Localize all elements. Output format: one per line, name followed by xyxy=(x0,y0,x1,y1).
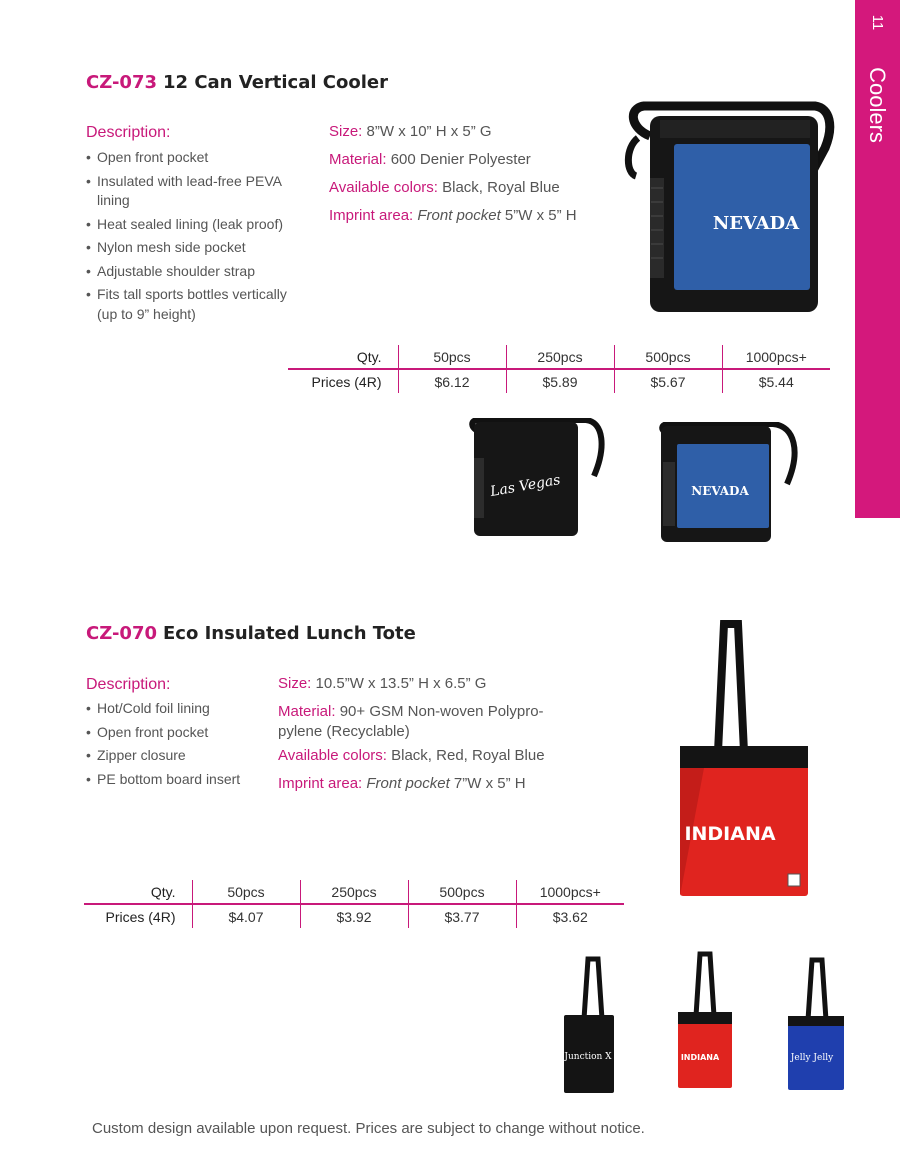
product-title xyxy=(86,72,388,93)
spec-size: Size: 10.5”W x 13.5” H x 6.5” G xyxy=(278,675,487,692)
description-list xyxy=(86,148,296,328)
price-cell: $3.62 xyxy=(516,904,624,928)
tote-image-blue xyxy=(786,956,848,1092)
price-cell: $3.77 xyxy=(408,904,516,928)
spec-imprint: Imprint area: Front pocket 5”W x 5” H xyxy=(329,207,577,224)
imprint-text: NEVADA xyxy=(712,213,800,234)
spec-size: Size: 8”W x 10” H x 5” G xyxy=(329,123,492,140)
price-cell: $5.67 xyxy=(614,369,722,393)
qty-cell: 500pcs xyxy=(614,345,722,369)
price-label: Prices (4R) xyxy=(105,908,176,925)
imprint-text: INDIANA xyxy=(680,1053,720,1062)
section-tab xyxy=(855,0,900,518)
list-item: • Open front pocket xyxy=(86,723,266,743)
tote-image-main xyxy=(676,618,810,900)
price-table xyxy=(288,345,830,393)
list-item: • Open front pocket xyxy=(86,148,296,168)
product-title xyxy=(86,623,416,644)
spec-colors: Available colors: Black, Red, Royal Blue xyxy=(278,747,545,764)
qty-label: Qty. xyxy=(84,880,192,904)
tote-image-black xyxy=(562,955,616,1095)
imprint-text: Junction X xyxy=(564,1052,612,1062)
list-item: • Heat sealed lining (leak proof) xyxy=(86,215,296,235)
description-heading: Description: xyxy=(86,676,171,693)
list-item: • Hot/Cold foil lining xyxy=(86,699,266,719)
product-code: CZ-073 xyxy=(86,72,157,93)
list-item: • PE bottom board insert xyxy=(86,770,266,790)
spec-material: Material: 90+ GSM Non-woven Polypro-pylene (Recyclable) xyxy=(278,703,544,740)
price-cell: $3.92 xyxy=(300,904,408,928)
spec-material: Material: 600 Denier Polyester xyxy=(329,151,531,168)
price-cell: $5.89 xyxy=(506,369,614,393)
qty-cell: 500pcs xyxy=(408,880,516,904)
cooler-image-main xyxy=(620,98,845,320)
list-item: • Nylon mesh side pocket xyxy=(86,238,296,258)
price-label: Prices (4R) xyxy=(311,373,382,390)
description-list xyxy=(86,699,266,793)
product-name: 12 Can Vertical Cooler xyxy=(163,72,389,93)
product-name: Eco Insulated Lunch Tote xyxy=(163,623,416,644)
spec-list xyxy=(278,670,578,798)
cooler-image-blue xyxy=(655,422,803,546)
qty-cell: 250pcs xyxy=(506,345,614,369)
description-heading: Description: xyxy=(86,124,171,141)
section-label: Coolers xyxy=(865,67,890,143)
price-row xyxy=(84,904,624,928)
imprint-text: NEVADA xyxy=(691,484,749,498)
product-code: CZ-070 xyxy=(86,623,157,644)
tote-image-red xyxy=(676,950,734,1090)
price-table xyxy=(84,880,624,928)
footer-note: Custom design available upon request. Prices are subject to change without notice. xyxy=(92,1120,645,1137)
spec-list xyxy=(329,118,619,230)
list-item: • Fits tall sports bottles vertically (up to 9” height) xyxy=(86,285,296,324)
price-row xyxy=(288,369,830,393)
price-cell: $6.12 xyxy=(398,369,506,393)
qty-row xyxy=(288,345,830,369)
price-cell: $4.07 xyxy=(192,904,300,928)
qty-cell: 1000pcs+ xyxy=(516,880,624,904)
qty-cell: 50pcs xyxy=(192,880,300,904)
qty-cell: 50pcs xyxy=(398,345,506,369)
imprint-text: INDIANA xyxy=(684,823,776,845)
spec-imprint: Imprint area: Front pocket 7”W x 5” H xyxy=(278,775,526,792)
list-item: • Zipper closure xyxy=(86,746,266,766)
qty-row xyxy=(84,880,624,904)
page-number: 11 xyxy=(869,14,886,31)
imprint-text: Las Vegas xyxy=(489,472,562,501)
price-cell: $5.44 xyxy=(722,369,830,393)
qty-cell: 1000pcs+ xyxy=(722,345,830,369)
imprint-text: Jelly Jelly xyxy=(790,1053,834,1063)
list-item: • Insulated with lead-free PEVA lining xyxy=(86,172,296,211)
cooler-image-black xyxy=(466,418,606,538)
qty-cell: 250pcs xyxy=(300,880,408,904)
spec-colors: Available colors: Black, Royal Blue xyxy=(329,179,560,196)
qty-label: Qty. xyxy=(288,345,398,369)
list-item: • Adjustable shoulder strap xyxy=(86,262,296,282)
